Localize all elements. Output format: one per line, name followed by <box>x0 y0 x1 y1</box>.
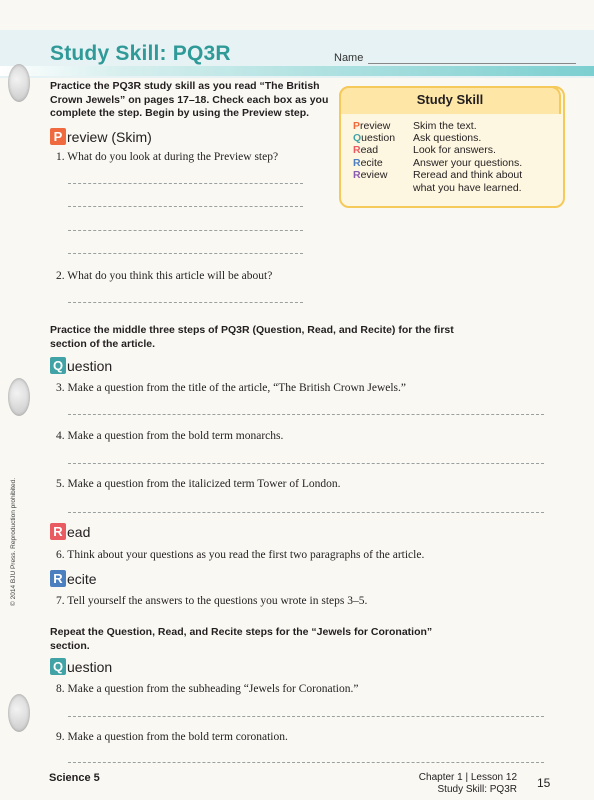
box-row-recite <box>353 157 383 169</box>
read-heading <box>50 523 90 540</box>
recite-label: ecite <box>67 570 97 587</box>
footer-course: Science 5 <box>49 772 100 784</box>
recite-heading <box>50 570 97 587</box>
answer-line-2[interactable] <box>68 302 303 303</box>
question-badge: Q <box>50 658 66 675</box>
box-def-question: Ask questions. <box>413 132 482 144</box>
question-3: 3. Make a question from the title of the article, “The British Crown Jewels.” <box>56 382 407 394</box>
box-letter: R <box>353 157 361 169</box>
box-word: ead <box>360 144 379 156</box>
read-badge: R <box>50 523 66 540</box>
box-def-preview: Skim the text. <box>413 120 477 132</box>
box-letter: P <box>353 120 361 132</box>
footer-lesson: Study Skill: PQ3R <box>437 784 517 795</box>
answer-line-4[interactable] <box>68 463 544 464</box>
box-word: review <box>360 120 391 132</box>
preview-heading <box>50 128 152 145</box>
box-def-recite: Answer your questions. <box>413 157 523 169</box>
question-9: 9. Make a question from the bold term coronation. <box>56 731 288 743</box>
box-word: ecite <box>360 157 383 169</box>
binder-hole-middle <box>8 378 30 416</box>
question-7: 7. Tell yourself the answers to the questions you wrote in steps 3–5. <box>56 595 368 607</box>
question-5: 5. Make a question from the italicized term Tower of London. <box>56 478 341 490</box>
question-6: 6. Think about your questions as you read the first two paragraphs of the article. <box>56 549 425 561</box>
footer-chapter-info <box>400 772 517 796</box>
name-field[interactable] <box>368 63 576 64</box>
answer-line-9[interactable] <box>68 762 544 763</box>
box-letter: R <box>353 169 361 181</box>
preview-badge: P <box>50 128 66 145</box>
header-accent-bar <box>0 66 594 76</box>
question-heading-2 <box>50 658 112 675</box>
answer-line-1b[interactable] <box>68 206 303 207</box>
box-row-preview <box>353 120 390 132</box>
box-def-review: Reread and think about what you have learned. <box>413 169 523 194</box>
box-letter: Q <box>353 132 362 144</box>
binder-hole-bottom <box>8 694 30 732</box>
intro-instructions: Practice the PQ3R study skill as you read “The British Crown Jewels” on pages 17–18. Check each box as you complete the step. Begin by using the Preview step. <box>50 80 329 119</box>
question-badge: Q <box>50 357 66 374</box>
answer-line-1a[interactable] <box>68 183 303 184</box>
name-label: Name <box>334 52 364 64</box>
box-def-read: Look for answers. <box>413 144 496 156</box>
question-label: uestion <box>67 357 113 374</box>
section-3-instructions: Repeat the Question, Read, and Recite steps for the “Jewels for Coronation” section. <box>50 626 433 652</box>
question-heading-1 <box>50 357 112 374</box>
read-label: ead <box>67 523 91 540</box>
question-1: 1. What do you look at during the Preview step? <box>56 151 279 163</box>
answer-line-1d[interactable] <box>68 253 303 254</box>
question-2: 2. What do you think this article will be about? <box>56 270 273 282</box>
answer-line-5[interactable] <box>68 512 544 513</box>
copyright-notice: © 2014 BJU Press. Reproduction prohibited. <box>10 478 17 606</box>
box-word: eview <box>360 169 388 181</box>
box-row-question <box>353 132 395 144</box>
question-label: uestion <box>67 658 113 675</box>
question-4: 4. Make a question from the bold term monarchs. <box>56 430 284 442</box>
section-2-instructions: Practice the middle three steps of PQ3R (Question, Read, and Recite) for the first section of the article. <box>50 324 454 350</box>
footer-chapter: Chapter 1 | Lesson 12 <box>418 772 517 783</box>
box-row-review <box>353 169 387 181</box>
box-row-read <box>353 144 378 156</box>
box-letter: R <box>353 144 361 156</box>
answer-line-1c[interactable] <box>68 230 303 231</box>
preview-label: review (Skim) <box>67 128 152 145</box>
page-number: 15 <box>537 776 551 790</box>
question-8: 8. Make a question from the subheading “Jewels for Coronation.” <box>56 683 359 695</box>
study-skill-title: Study Skill <box>416 92 484 107</box>
recite-badge: R <box>50 570 66 587</box>
answer-line-3[interactable] <box>68 414 544 415</box>
answer-line-8[interactable] <box>68 716 544 717</box>
binder-hole-top <box>8 64 30 102</box>
box-word: uestion <box>361 132 396 144</box>
page-title: Study Skill: PQ3R <box>50 42 231 65</box>
